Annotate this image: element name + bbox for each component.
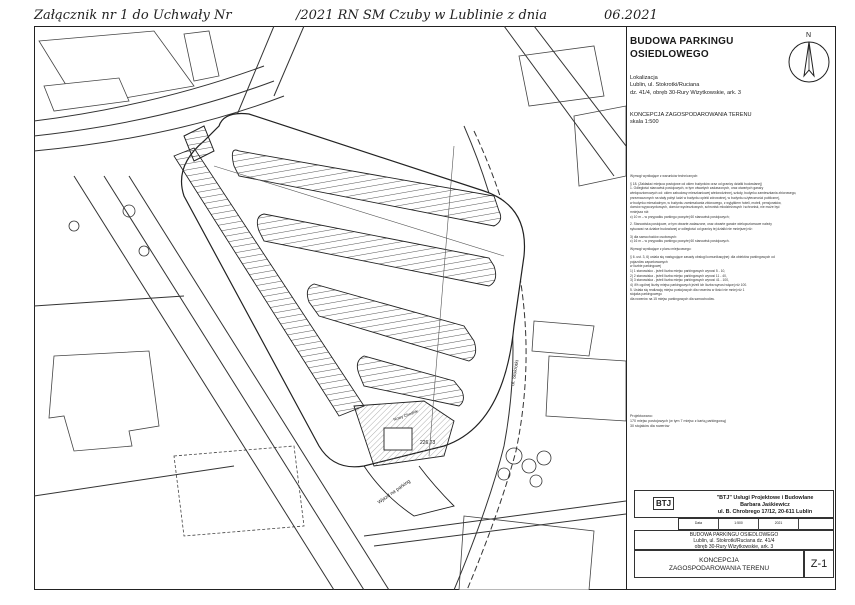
bike-rack-area (384, 428, 412, 450)
requirement-line: 2) 2 stanowiska - jeżeli liczba miejsc parkingowych wynosi 11 - 40, (630, 273, 727, 278)
access-road (364, 466, 454, 516)
requirement-line: pojazdów zaparkowanych (630, 259, 668, 264)
drawing-name-box (634, 550, 804, 578)
company-line-1: "BTJ" Usługi Projektowe i Budowlane (716, 495, 814, 501)
area-label: 226,73 (420, 440, 436, 446)
requirement-line: § 6. ust. 3, 6) ustala się następujące zasady obsługi komunikacyjnej: dla obiektów parkingowych od (630, 254, 775, 259)
requirement-line: 3) dla samochodów osobowych: (630, 234, 677, 239)
handwritten-part-2: /2021 RN SM Czuby w Lublinie z dnia (296, 8, 548, 23)
location-heading: Lokalizacja (630, 75, 658, 81)
requirement-line: 4) 4% ogólnej liczby miejsc parkingowych jeżeli ich liczba wynosi więcej niż 100. (630, 283, 748, 288)
handwritten-part-3: 06.2021 (604, 8, 658, 23)
project-line-2: Lublin, ul. Stokrotki/Ruciana dz. 41/4 (693, 538, 775, 544)
requirement-line: w liczbie parkingowej (630, 264, 661, 269)
title-block (634, 490, 834, 588)
sidewalk-label: Nowy Chodnik (392, 408, 419, 422)
requirement-line: sytuować na działce budowlanej w odległości od granicy tej działki nie mniejszej niż: (630, 227, 753, 232)
project-box (634, 530, 834, 550)
info-cell: 1:500 (719, 519, 759, 530)
street-side-label: ul. Stokrotki (510, 359, 521, 387)
access-label: Wjazd na parking (376, 478, 412, 506)
title-block-info-row (678, 518, 834, 530)
company-line-3: ul. B. Chrobrego 17/12, 20-611 Lublin (717, 509, 813, 515)
requirement-line: Wymogi wynikające z planu miejscowego: (630, 247, 692, 252)
handwritten-header (34, 6, 674, 26)
location-line-2: dz. 41/4, obręb 30-Rury Wizytkowskie, ark. 3 (630, 89, 741, 96)
requirement-line: stojaka parkingowego (630, 292, 662, 297)
requirement-line: § 18. (Zakładać miejsca postojowe od okien budynków oraz od granicy działki budowlanej) (630, 181, 762, 186)
projected-line-2: 30 stojaków dla rowerów (630, 424, 670, 428)
requirement-line: domów wypoczynkowych, domów wycieczkowych, schronisk młodzieżowych i schronisk, nie może być (630, 205, 780, 210)
info-cell: Data (679, 519, 719, 530)
requirement-line: wielopoziomowych od: okien zabudowy mieszkaniowej wielorodzinnej, szkoły, budynku zamieszkania zbiorowego, (630, 191, 797, 196)
handwritten-part-1: Załącznik nr 1 do Uchwały Nr (34, 8, 232, 23)
info-cell: 2021 (759, 519, 799, 530)
projected-line-1: 170 miejsc postojowych (w tym 7 miejsc z kartą parkingową) (630, 419, 727, 423)
location-line-1: Lublin, ul. Stokrotki/Ruciana (630, 82, 700, 89)
requirement-line: 3) 3 stanowiska - jeżeli liczba miejsc parkingowych wynosi 41 - 100, (630, 278, 729, 283)
projected-block (630, 414, 830, 429)
company-logo: BTJ (653, 497, 674, 510)
requirement-line: mniejsza niż: (630, 209, 650, 214)
projected-heading: Projektowano: (630, 414, 653, 418)
sheet-number: Z-1 (810, 558, 828, 570)
requirement-line: 2. Stanowiska postojowe, w tym otwarte zadaszone, oraz otwarte garaże wielopoziomowe należy (630, 222, 772, 227)
company-text (697, 495, 833, 516)
drawing-title (630, 35, 750, 61)
title-line-1: BUDOWA PARKINGU (630, 36, 734, 47)
site-plan-drawing (34, 26, 626, 590)
drawing-line-2: ZAGOSPODAROWANIA TERENU (668, 565, 770, 572)
requirements-block (630, 174, 830, 302)
requirement-line: przeznaczonych na stały pobyt ludzi w budynku opieki zdrowotnej, w budynku użyteczności publicznej, (630, 195, 780, 200)
north-label: N (806, 32, 812, 39)
requirements-heading: Wymogi wynikające z warunków technicznych: (630, 174, 699, 178)
company-box (634, 490, 834, 518)
drawing-line-1: KONCEPCJA (699, 557, 739, 564)
requirement-line: 1. Odległości stanowisk postojowych, w tym otwartych zadaszonych, oraz otwartych garaży (630, 186, 764, 191)
project-line-3: obręb 30-Rury Wizytkowskie, ark. 3 (694, 544, 774, 550)
company-line-2: Barbara Jaśkiewicz (740, 502, 790, 508)
concept-line-2: skala 1:500 (630, 119, 659, 126)
requirement-line: dla rowerów na 15 miejsc parkingowych dla samochodów. (630, 297, 715, 302)
site-plan (34, 26, 626, 590)
project-line-1: BUDOWA PARKINGU OSIEDLOWEGO (689, 532, 779, 538)
requirement-line: c) 10 m – w przypadku parkingu powyżej 60 stanowisk postojowych; (630, 214, 730, 219)
sheet-number-box (804, 550, 834, 578)
parcel-boundary (182, 114, 525, 467)
requirement-line: 5. Ustala się realizację miejsc postojowych dla rowerów w ilości nie mniej niż 1 (630, 287, 745, 292)
location-block (630, 75, 830, 97)
concept-block (630, 112, 830, 127)
title-line-2: OSIEDLOWEGO (630, 49, 709, 60)
requirement-line: 1) 1 stanowisko - jeżeli liczba miejsc parkingowych wynosi 5 - 10, (630, 268, 726, 273)
requirement-line: w budynku mieszkalnym, w budynku zamieszkania zbiorowego, z wyjątkiem hoteli, moteli, pensjonatów, (630, 200, 782, 205)
concept-line-1: KONCEPCJA ZAGOSPODAROWANIA TERENU (630, 112, 752, 118)
requirement-line: c) 16 m – w przypadku parkingu powyżej 60 stanowisk postojowych. (630, 239, 730, 244)
